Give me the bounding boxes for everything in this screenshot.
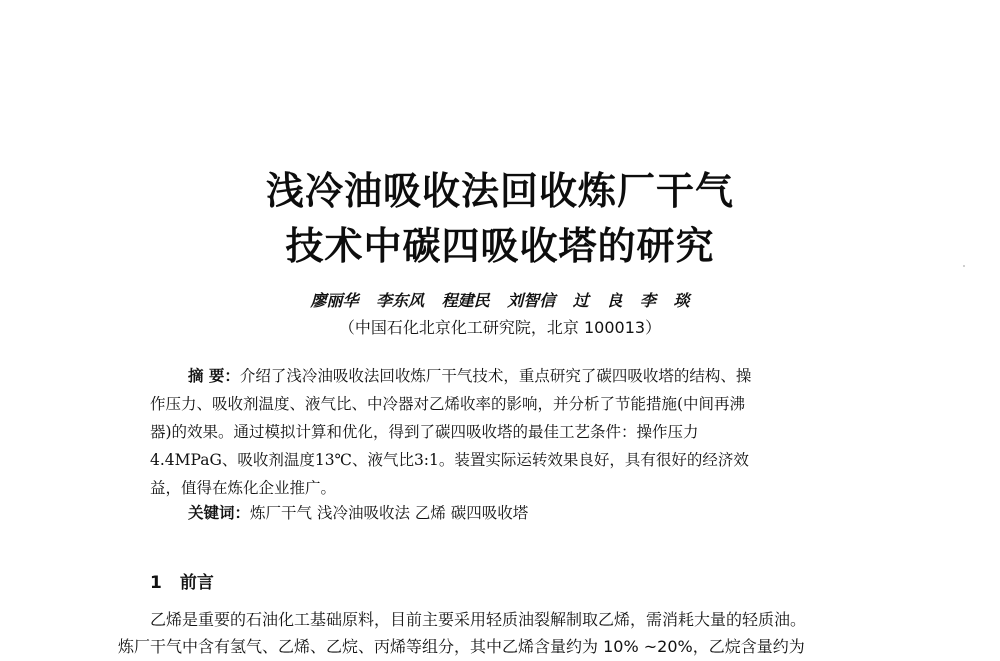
keywords-label: 关键词： [188,504,251,522]
section-title: 前言 [179,573,214,593]
abstract-line-3: 器)的效果。通过模拟计算和优化，得到了碳四吸收塔的最佳工艺条件：操作压力 [150,423,699,441]
paper-title-line-2: 技术中碳四吸收塔的研究 [285,224,715,268]
abstract-line-4: 4.4MPaG、吸收剂温度13℃、液气比3:1。装置实际运转效果良好，具有很好的经济效 [150,451,749,469]
scan-speck [963,265,965,267]
abstract-text: 介绍了浅冷油吸收法回收炼厂干气技术，重点研究了碳四吸收塔的结构、操 [239,367,752,385]
paper-title-line-1: 浅冷油吸收法回收炼厂干气 [265,169,734,213]
abstract-line-1 [188,366,751,386]
keywords-text: 炼厂干气 浅冷油吸收法 乙烯 碳四吸收塔 [250,504,529,522]
abstract-label: 摘 要： [188,367,240,385]
body-text-line-2: 炼厂干气中含有氢气、乙烯、乙烷、丙烯等组分，其中乙烯含量约为 10% ~20%，乙烷含量约为 [118,637,805,656]
author-list: 廖丽华 李东风 程建民 刘智信 过 良 李 琰 [310,291,690,310]
body-text-line-1: 乙烯是重要的石油化工基础原料，目前主要采用轻质油裂解制取乙烯，需消耗大量的轻质油。 [150,610,807,629]
keywords-line [188,503,528,523]
abstract-line-2: 作压力、吸收剂温度、液气比、中冷器对乙烯收率的影响，并分析了节能措施(中间再沸 [150,395,746,413]
abstract-line-5: 益，值得在炼化企业推广。 [150,479,337,497]
section-heading [150,568,214,593]
author-affiliation: （中国石化北京化工研究院，北京 100013） [338,318,662,337]
section-number: 1 [150,573,162,593]
